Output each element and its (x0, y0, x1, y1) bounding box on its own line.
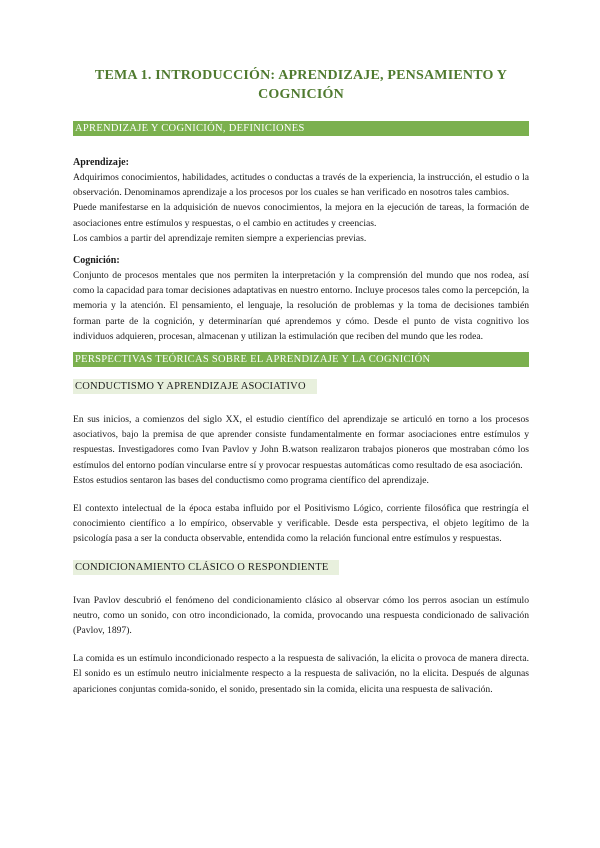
section-heading-perspectivas: PERSPECTIVAS TEÓRICAS SOBRE EL APRENDIZAJE Y LA COGNICIÓN (73, 352, 529, 367)
paragraph: Estos estudios sentaron las bases del conductismo como programa científico del aprendizaje. (73, 474, 429, 486)
document-title: TEMA 1. INTRODUCCIÓN: APRENDIZAJE, PENSAMIENTO Y COGNICIÓN (94, 68, 508, 102)
paragraph: La comida es un estímulo incondicionado respecto a la respuesta de salivación, la elicita o provoca de manera directa. El sonido es un estímulo neutro inicialmente respecto a la respuesta de salivación, no la elicita. Después de algunas apariciones conjuntas comida-sonido, el sonido, presentado sin la comida, elicita una respuesta de salivación. (73, 653, 529, 695)
term-cognicion: Cognición: (73, 255, 120, 267)
section-heading-definiciones: APRENDIZAJE Y COGNICIÓN, DEFINICIONES (73, 121, 529, 136)
paragraph: Ivan Pavlov descubrió el fenómeno del condicionamiento clásico al observar cómo los perros asocian un estímulo neutro, como un sonido, con otro incondicionado, la comida, provocando una respuesta condicionado de salivación (Pavlov, 1897). (73, 594, 529, 637)
paragraph: Conjunto de procesos mentales que nos permiten la interpretación y la comprensión del mundo que nos rodea, así como la capacidad para tomar decisiones adaptativas en nuestro entorno. Incluye procesos tales como la percepción, la memoria y la atención. El pensamiento, el lenguaje, la resolución de problemas y la toma de decisiones también forman parte de la cognición, y determinarían qué aprendemos y cómo. Desde el punto de vista cognitivo los individuos adquieren, procesan, almacenan y utilizan la estimulación que reciben del mundo que les rodea. (73, 270, 529, 342)
subsection-heading-condicionamiento: CONDICIONAMIENTO CLÁSICO O RESPONDIENTE (73, 560, 339, 575)
paragraph: Adquirimos conocimientos, habilidades, actitudes o conductas a través de la experiencia, la instrucción, el estudio o la observación. Denominamos aprendizaje a los procesos por los cuales se han verificado en nosotros tales cambios. (73, 172, 529, 199)
paragraph: Los cambios a partir del aprendizaje remiten siempre a experiencias previas. (73, 232, 367, 244)
term-aprendizaje: Aprendizaje: (73, 157, 129, 168)
document-page (73, 66, 529, 697)
paragraph: En sus inicios, a comienzos del siglo XX, el estudio científico del aprendizaje se articuló en torno a los procesos asociativos, bajo la premisa de que aprender consiste fundamentalmente en formar asociaciones entre estímulos y respuestas. Investigadores como Ivan Pavlov y John B.watson realizaron trabajos pioneros que mostraban cómo los estímulos del entorno podían vincularse entre sí y provocar respuestas automáticas como resultado de esa asociación. (73, 414, 529, 471)
paragraph: Puede manifestarse en la adquisición de nuevos conocimientos, la mejora en la ejecución de tareas, la formación de asociaciones entre estímulos y respuestas, o el cambio en actitudes y creencias. (73, 202, 529, 229)
paragraph: El contexto intelectual de la época estaba influido por el Positivismo Lógico, corriente filosófica que restringía el conocimiento científico a lo empírico, observable y verificable. Desde esta perspectiva, el objeto legítimo de la psicología pasa a ser la conducta observable, entendida como la relación funcional entre estímulos y respuestas. (73, 503, 529, 545)
subsection-heading-conductismo: CONDUCTISMO Y APRENDIZAJE ASOCIATIVO (73, 379, 317, 394)
